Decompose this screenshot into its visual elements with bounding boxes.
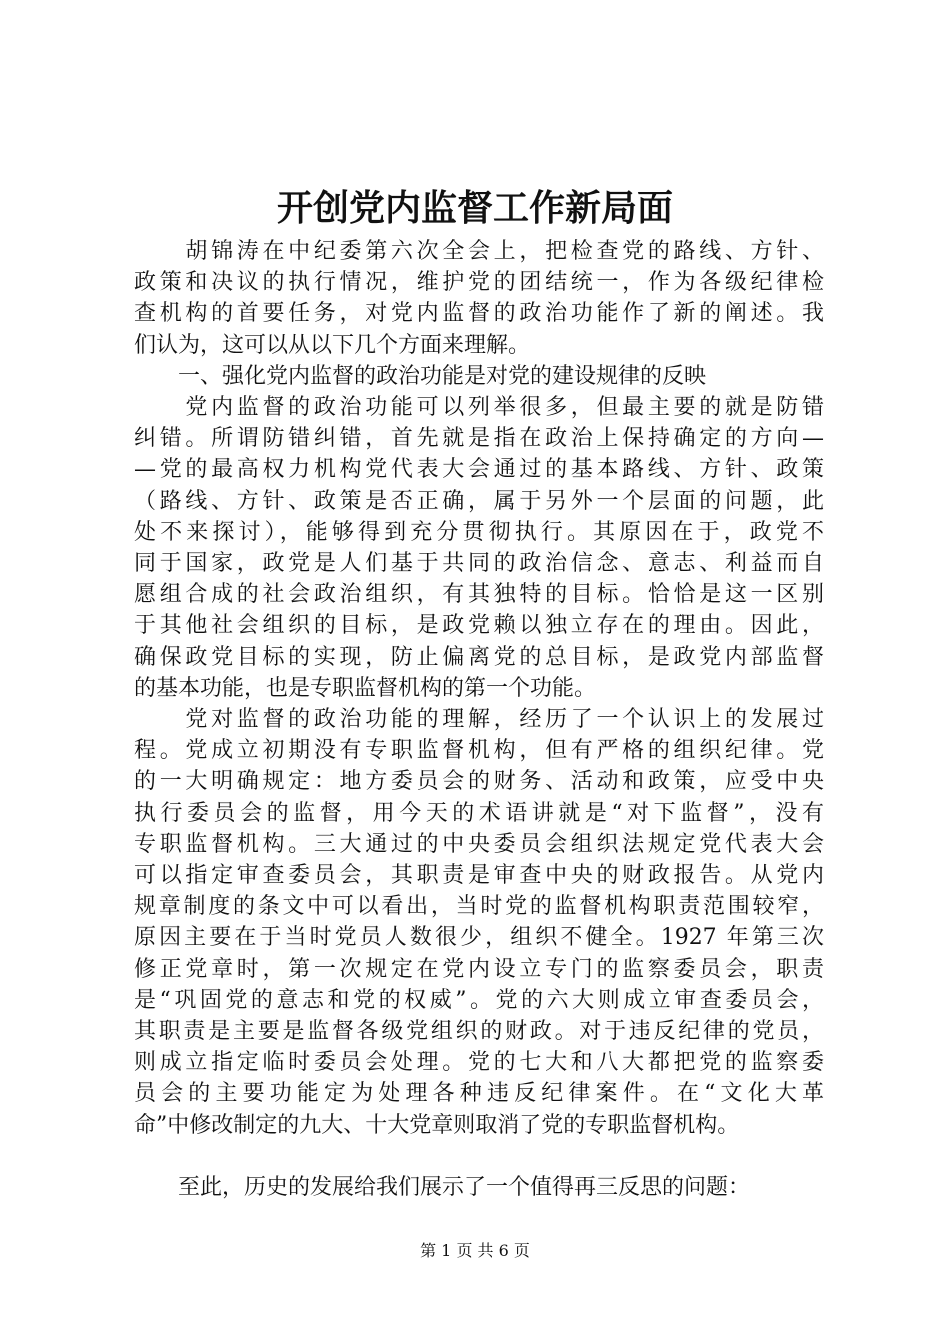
text-line: 确保政党目标的实现，防止偏离党的总目标，是政党内部监督 <box>134 644 824 670</box>
text-line: 至此，历史的发展给我们展示了一个值得再三反思的问题： <box>134 1174 751 1200</box>
text-line: 愿组合成的社会政治组织，有其独特的目标。恰恰是这一区别 <box>134 582 824 608</box>
text-line: （路线、方针、政策是否正确，属于另外一个层面的问题，此 <box>134 488 824 514</box>
text-line: 们认为，这可以从以下几个方面来理解。 <box>134 332 531 358</box>
text-line: 的一大明确规定：地方委员会的财务、活动和政策，应受中央 <box>134 769 824 795</box>
text-line: 党内监督的政治功能可以列举很多，但最主要的就是防错 <box>134 395 824 421</box>
text-line: 纠错。所谓防错纠错，首先就是指在政治上保持确定的方向— <box>134 426 824 452</box>
page-footer: 第 1 页 共 6 页 <box>420 1241 530 1260</box>
text-line: 党对监督的政治功能的理解，经历了一个认识上的发展过 <box>134 707 824 733</box>
text-line: 查机构的首要任务，对党内监督的政治功能作了新的阐述。我 <box>134 301 824 327</box>
paragraph <box>134 236 824 361</box>
text-line: 执行委员会的监督，用今天的术语讲就是“对下监督”，没有 <box>134 800 824 826</box>
text-line: 政策和决议的执行情况，维护党的团结统一，作为各级纪律检 <box>134 270 824 296</box>
text-line: 同于国家，政党是人们基于共同的政治信念、意志、利益而自 <box>134 551 824 577</box>
text-line: 则成立指定临时委员会处理。党的七大和八大都把党的监察委 <box>134 1050 824 1076</box>
text-line: 原因主要在于当时党员人数很少，组织不健全。1927 年第三次 <box>134 925 824 951</box>
text-line: —党的最高权力机构党代表大会通过的基本路线、方针、政策 <box>134 457 824 483</box>
text-line: 胡锦涛在中纪委第六次全会上，把检查党的路线、方针、 <box>134 239 824 264</box>
text-line: 命”中修改制定的九大、十大党章则取消了党的专职监督机构。 <box>134 1112 740 1138</box>
document-title: 开创党内监督工作新局面 <box>276 187 673 229</box>
text-line: 可以指定审查委员会，其职责是审查中央的财政报告。从党内 <box>134 863 824 889</box>
text-line: 专职监督机构。三大通过的中央委员会组织法规定党代表大会 <box>134 831 824 857</box>
text-line: 是“巩固党的意志和党的权威”。党的六大则成立审查委员会， <box>134 987 824 1013</box>
text-line: 一、强化党内监督的政治功能是对党的建设规律的反映 <box>134 363 707 389</box>
text-line: 的基本功能，也是专职监督机构的第一个功能。 <box>134 675 597 701</box>
paragraph <box>134 392 824 704</box>
text-line: 其职责是主要是监督各级党组织的财政。对于违反纪律的党员， <box>134 1019 824 1045</box>
document-body <box>134 236 824 1203</box>
text-line: 规章制度的条文中可以看出，当时党的监督机构职责范围较窄， <box>134 894 824 920</box>
paragraph <box>134 361 824 392</box>
paragraph <box>134 704 824 1141</box>
text-line: 修正党章时，第一次规定在党内设立专门的监察委员会，职责 <box>134 956 824 982</box>
text-line: 处不来探讨），能够得到充分贯彻执行。其原因在于，政党不 <box>134 519 824 545</box>
paragraph-spacer <box>134 1141 824 1172</box>
paragraph <box>134 1172 824 1203</box>
text-line: 于其他社会组织的目标，是政党赖以独立存在的理由。因此， <box>134 613 824 639</box>
text-line: 程。党成立初期没有专职监督机构，但有严格的组织纪律。党 <box>134 738 824 764</box>
text-line: 员会的主要功能定为处理各种违反纪律案件。在“文化大革 <box>134 1081 824 1107</box>
